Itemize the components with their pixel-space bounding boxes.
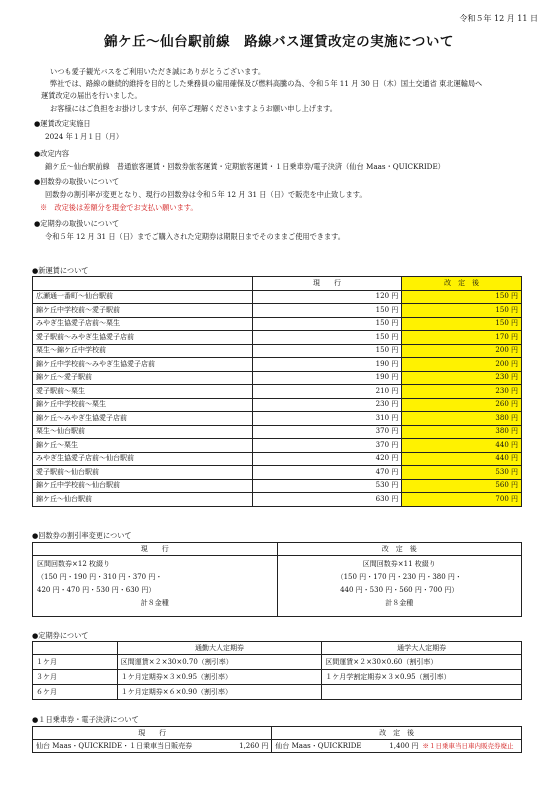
coupon-line: 計８金種 bbox=[140, 599, 169, 607]
fare-route: みやぎ生協愛子店前〜仙台駅前 bbox=[33, 452, 253, 466]
fare-route: みやぎ生協愛子店前〜栗生 bbox=[33, 317, 253, 331]
section-text: 錦ケ丘〜仙台駅前線 普通旅客運賃・回数券旅客運賃・定期旅客運賃・１日乗車券/電子決済（仙台 Maas・QUICKRIDE） bbox=[45, 162, 445, 171]
fare-header-current: 現 行 bbox=[252, 277, 402, 291]
fare-new: 530 円 bbox=[402, 466, 522, 480]
section-heading: ●運賃改定実施日 bbox=[34, 119, 91, 128]
pass-school: １ケ月学割定期券×３×0.95（割引率） bbox=[322, 670, 522, 685]
coupon-line: 420 円・470 円・530 円・630 円） bbox=[37, 586, 156, 594]
fare-current: 420 円 bbox=[252, 452, 402, 466]
coupon-line: 区間回数券×12 枚綴り bbox=[37, 560, 110, 568]
pass-commute: １ケ月定期券×６×0.90（割引率） bbox=[117, 685, 322, 700]
fare-row bbox=[33, 425, 522, 439]
daypass-current-price: 1,260 円 bbox=[220, 740, 272, 753]
fare-row bbox=[33, 398, 522, 412]
fare-route: 愛子駅前〜栗生 bbox=[33, 385, 253, 399]
daypass-header-new: 改 定 後 bbox=[272, 727, 522, 740]
fare-row bbox=[33, 385, 522, 399]
coupon-line: （150 円・170 円・230 円・380 円・ bbox=[336, 573, 462, 581]
coupon-header-new: 改 定 後 bbox=[277, 543, 522, 556]
section-heading: ●回数券の割引率変更について bbox=[32, 531, 132, 540]
coupon-line: （150 円・190 円・310 円・370 円・ bbox=[37, 573, 163, 581]
section-heading: ●回数券の取扱いについて bbox=[34, 177, 120, 186]
coupon-header-current: 現 行 bbox=[33, 543, 278, 556]
pass-row bbox=[33, 685, 522, 700]
fare-current: 310 円 bbox=[252, 412, 402, 426]
fare-new: 700 円 bbox=[402, 493, 522, 507]
fare-row bbox=[33, 371, 522, 385]
coupon-current-cell bbox=[33, 556, 278, 617]
pass-header-blank bbox=[33, 642, 118, 655]
fare-route: 愛子駅前〜みやぎ生協愛子店前 bbox=[33, 331, 253, 345]
fare-row bbox=[33, 290, 522, 304]
section-heading: ●定期券について bbox=[32, 631, 89, 640]
fare-new: 380 円 bbox=[402, 425, 522, 439]
fare-row bbox=[33, 412, 522, 426]
fare-route: 錦ケ丘中学校前〜仙台駅前 bbox=[33, 479, 253, 493]
fare-route: 錦ケ丘〜みやぎ生協愛子店前 bbox=[33, 412, 253, 426]
coupon-line: 区間回数券×11 枚綴り bbox=[362, 560, 436, 568]
fare-current: 150 円 bbox=[252, 317, 402, 331]
pass-row bbox=[33, 655, 522, 670]
pass-commute: １ケ月定期券×３×0.95（割引率） bbox=[117, 670, 322, 685]
fare-row bbox=[33, 344, 522, 358]
fare-route: 広瀬通一番町〜仙台駅前 bbox=[33, 290, 253, 304]
fare-row bbox=[33, 304, 522, 318]
fare-new: 150 円 bbox=[402, 317, 522, 331]
fare-current: 370 円 bbox=[252, 425, 402, 439]
intro-line: お客様にはご負担をお掛けしますが、何卒ご理解くださいますようお願い申し上げます。 bbox=[50, 104, 337, 113]
fare-current: 150 円 bbox=[252, 344, 402, 358]
issue-date: 令和５年 12 月 11 日 bbox=[459, 14, 538, 23]
fare-new: 260 円 bbox=[402, 398, 522, 412]
section-text: 2024 年１月１日（月） bbox=[45, 132, 124, 141]
fare-new: 150 円 bbox=[402, 290, 522, 304]
fare-row bbox=[33, 452, 522, 466]
warning-note: ※ 改定後は差額分を現金でお支払い願います。 bbox=[40, 203, 198, 212]
fare-row bbox=[33, 331, 522, 345]
fare-route: 錦ケ丘中学校前〜栗生 bbox=[33, 398, 253, 412]
fare-route: 錦ケ丘〜愛子駅前 bbox=[33, 371, 253, 385]
section-text: 令和５年 12 月 31 日（日）までご購入された定期券は期限日までそのままご使用できます。 bbox=[45, 232, 345, 241]
intro-line: 弊社では、路線の継続的維持を目的とした乗務員の雇用確保及び燃料高騰の為、令和５年 11 月 30 日（木）国土交通省 東北運輸局へ bbox=[50, 79, 483, 88]
intro-line: いつも愛子観光バスをご利用いただき誠にありがとうございます。 bbox=[50, 67, 266, 76]
fare-current: 230 円 bbox=[252, 398, 402, 412]
pass-header-school: 通学大人定期券 bbox=[322, 642, 522, 655]
fare-new: 440 円 bbox=[402, 452, 522, 466]
coupon-new-cell bbox=[277, 556, 522, 617]
coupon-line: 440 円・530 円・560 円・700 円） bbox=[340, 586, 459, 594]
pass-school: 区間運賃×２×30×0.60（割引率） bbox=[322, 655, 522, 670]
fare-table bbox=[32, 276, 522, 507]
daypass-new-item: 仙台 Maas・QUICKRIDE bbox=[272, 740, 372, 753]
section-text: 回数券の割引率が変更となり、現行の回数券は令和５年 12 月 31 日（日）で販売を中止致します。 bbox=[45, 190, 367, 199]
page-title: 錦ケ丘〜仙台駅前線 路線バス運賃改定の実施について bbox=[104, 34, 454, 50]
daypass-table bbox=[32, 726, 522, 753]
pass-period: １ケ月 bbox=[33, 655, 118, 670]
fare-header-new: 改 定 後 bbox=[402, 277, 522, 291]
section-heading: ●１日乗車券・電子決済について bbox=[32, 715, 139, 724]
daypass-current-item: 仙台 Maas・QUICKRIDE・１日乗車当日販売券 bbox=[33, 740, 221, 753]
fare-row bbox=[33, 439, 522, 453]
fare-route: 錦ケ丘中学校前〜みやぎ生協愛子店前 bbox=[33, 358, 253, 372]
fare-row bbox=[33, 466, 522, 480]
coupon-table bbox=[32, 542, 522, 617]
fare-new: 560 円 bbox=[402, 479, 522, 493]
fare-current: 210 円 bbox=[252, 385, 402, 399]
daypass-header-current: 現 行 bbox=[33, 727, 272, 740]
fare-current: 120 円 bbox=[252, 290, 402, 304]
pass-period: ６ケ月 bbox=[33, 685, 118, 700]
fare-route: 錦ケ丘〜栗生 bbox=[33, 439, 253, 453]
pass-row bbox=[33, 670, 522, 685]
fare-new: 150 円 bbox=[402, 304, 522, 318]
fare-current: 190 円 bbox=[252, 358, 402, 372]
fare-new: 380 円 bbox=[402, 412, 522, 426]
fare-current: 530 円 bbox=[252, 479, 402, 493]
fare-header-route bbox=[33, 277, 253, 291]
fare-row bbox=[33, 493, 522, 507]
fare-route: 愛子駅前〜仙台駅前 bbox=[33, 466, 253, 480]
fare-route: 錦ケ丘中学校前〜愛子駅前 bbox=[33, 304, 253, 318]
section-heading: ●新運賃について bbox=[32, 266, 89, 275]
fare-row bbox=[33, 358, 522, 372]
pass-commute: 区間運賃×２×30×0.70（割引率） bbox=[117, 655, 322, 670]
section-heading: ●改定内容 bbox=[34, 149, 70, 158]
fare-current: 630 円 bbox=[252, 493, 402, 507]
fare-new: 440 円 bbox=[402, 439, 522, 453]
fare-row bbox=[33, 317, 522, 331]
intro-line: 運賃改定の届出を行いました。 bbox=[41, 91, 142, 100]
fare-new: 170 円 bbox=[402, 331, 522, 345]
fare-current: 370 円 bbox=[252, 439, 402, 453]
fare-route: 錦ケ丘〜仙台駅前 bbox=[33, 493, 253, 507]
fare-route: 栗生〜仙台駅前 bbox=[33, 425, 253, 439]
daypass-note: ※１日乗車当日車内販売券廃止 bbox=[422, 740, 522, 753]
fare-new: 230 円 bbox=[402, 385, 522, 399]
pass-header-commute: 通勤大人定期券 bbox=[117, 642, 322, 655]
fare-current: 150 円 bbox=[252, 331, 402, 345]
fare-route: 栗生〜錦ケ丘中学校前 bbox=[33, 344, 253, 358]
fare-new: 230 円 bbox=[402, 371, 522, 385]
coupon-line: 計８金種 bbox=[385, 599, 414, 607]
fare-new: 200 円 bbox=[402, 358, 522, 372]
pass-table bbox=[32, 641, 522, 700]
pass-school bbox=[322, 685, 522, 700]
fare-row bbox=[33, 479, 522, 493]
fare-current: 470 円 bbox=[252, 466, 402, 480]
section-heading: ●定期券の取扱いについて bbox=[34, 219, 120, 228]
fare-current: 190 円 bbox=[252, 371, 402, 385]
daypass-new-price: 1,400 円 bbox=[372, 740, 422, 753]
fare-new: 200 円 bbox=[402, 344, 522, 358]
pass-period: ３ケ月 bbox=[33, 670, 118, 685]
fare-current: 150 円 bbox=[252, 304, 402, 318]
